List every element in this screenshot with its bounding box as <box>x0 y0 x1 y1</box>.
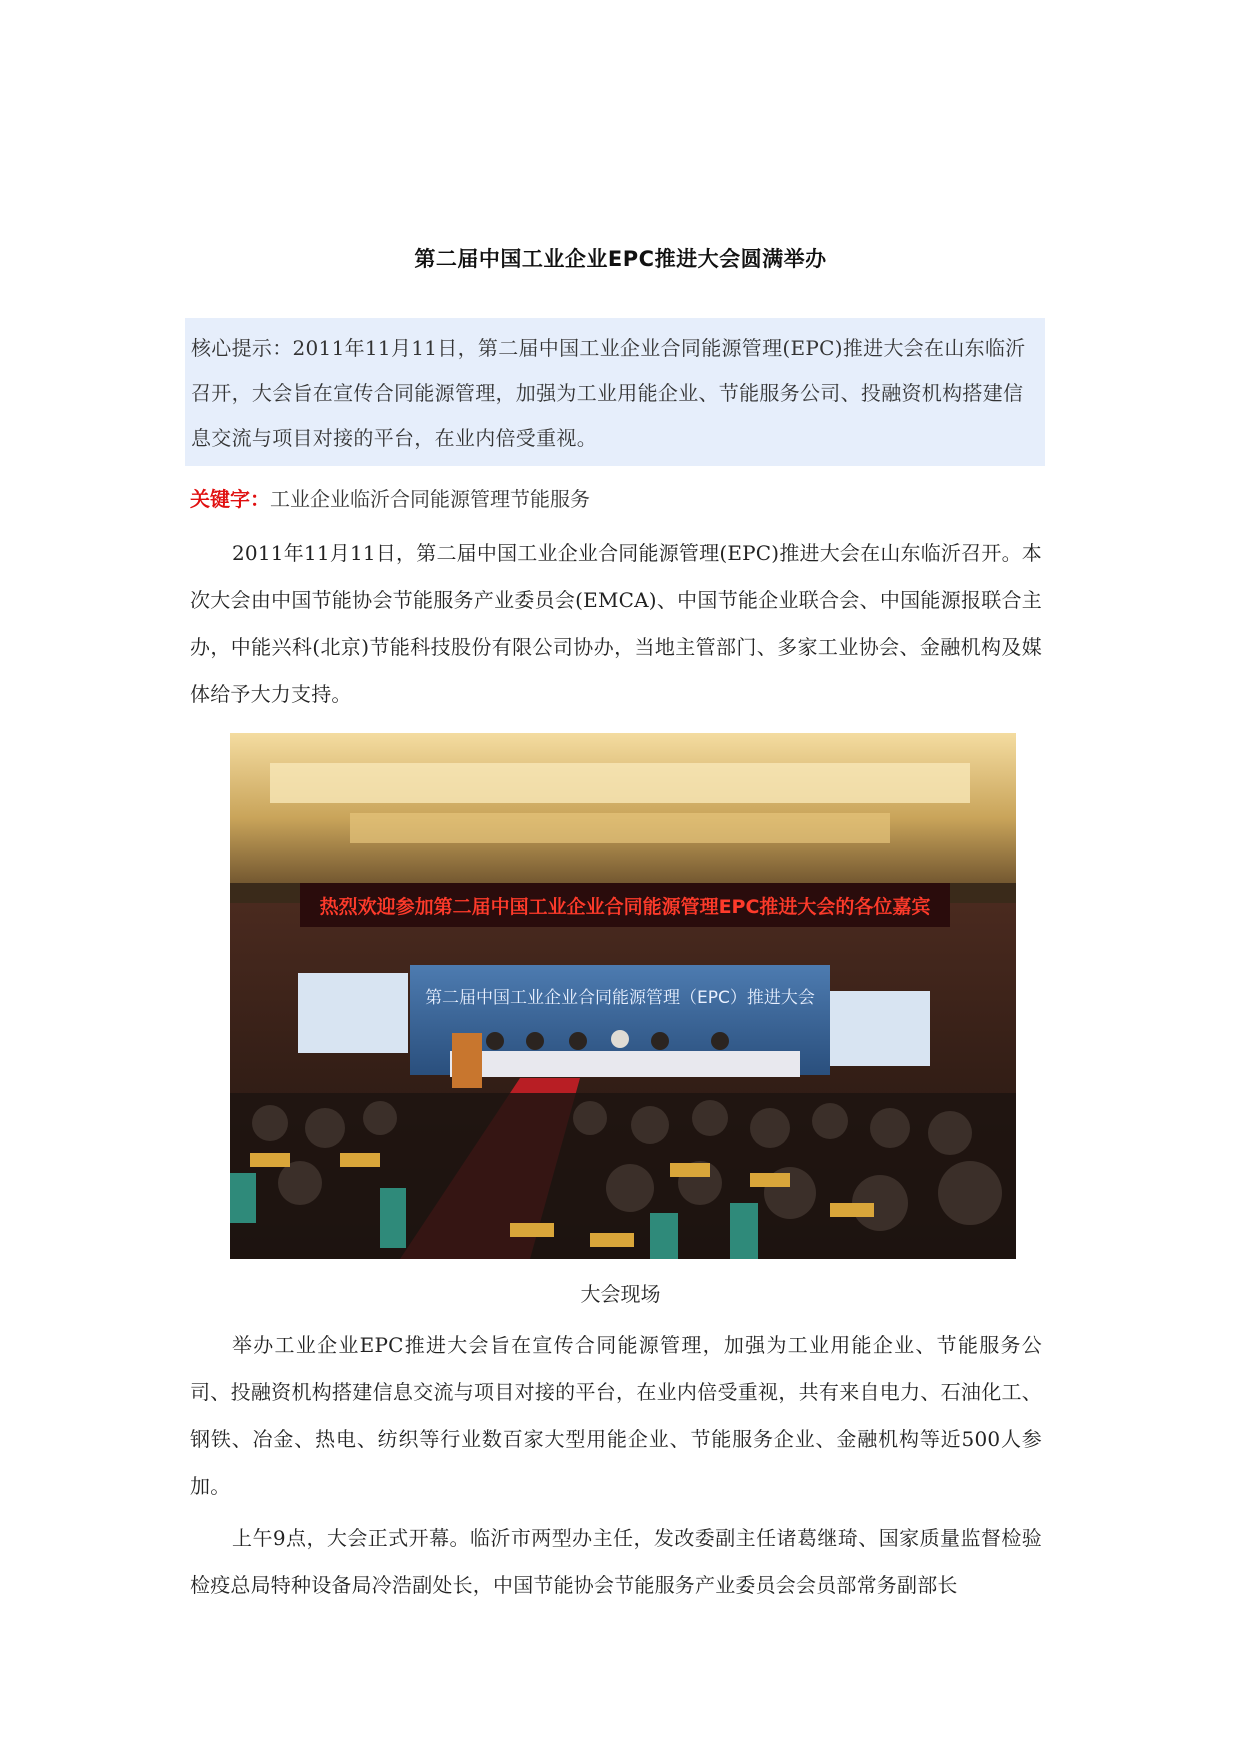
summary-box: 核心提示：2011年11月11日，第二届中国工业企业合同能源管理(EPC)推进大会在山东临沂召开，大会旨在宣传合同能源管理，加强为工业用能企业、节能服务公司、投融资机构搭建信息交流与项目对接的平台，在业内倍受重视。 <box>185 318 1045 466</box>
article-title: 第二届中国工业企业EPC推进大会圆满举办 <box>414 247 827 271</box>
photo-caption: 大会现场 <box>580 1282 661 1306</box>
keywords-text: 工业企业临沂合同能源管理节能服务 <box>270 487 590 511</box>
paragraph-intro: 2011年11月11日，第二届中国工业企业合同能源管理(EPC)推进大会在山东临沂召开。本次大会由中国节能协会节能服务产业委员会(EMCA)、中国节能企业联合会、中国能源报联合主办，中能兴科(北京)节能科技股份有限公司协办，当地主管部门、多家工业协会、金融机构及媒体给予大力支持。 <box>190 541 1042 706</box>
backdrop-text: 第二届中国工业企业合同能源管理（EPC）推进大会 <box>425 988 815 1008</box>
keywords-line <box>190 479 590 519</box>
keywords-label: 关键字： <box>190 487 270 511</box>
conference-photo <box>230 733 1016 1259</box>
paragraph-purpose: 举办工业企业EPC推进大会旨在宣传合同能源管理，加强为工业用能企业、节能服务公司、投融资机构搭建信息交流与项目对接的平台，在业内倍受重视，共有来自电力、石油化工、钢铁、冶金、热电、纺织等行业数百家大型用能企业、节能服务企业、金融机构等近500人参加。 <box>190 1333 1042 1498</box>
paragraph-opening: 上午9点，大会正式开幕。临沂市两型办主任，发改委副主任诸葛继琦、国家质量监督检验检疫总局特种设备局冷浩副处长，中国节能协会节能服务产业委员会会员部常务副部长 <box>190 1526 1042 1597</box>
banner-led-text: 热烈欢迎参加第二届中国工业企业合同能源管理EPC推进大会的各位嘉宾 <box>319 896 931 918</box>
